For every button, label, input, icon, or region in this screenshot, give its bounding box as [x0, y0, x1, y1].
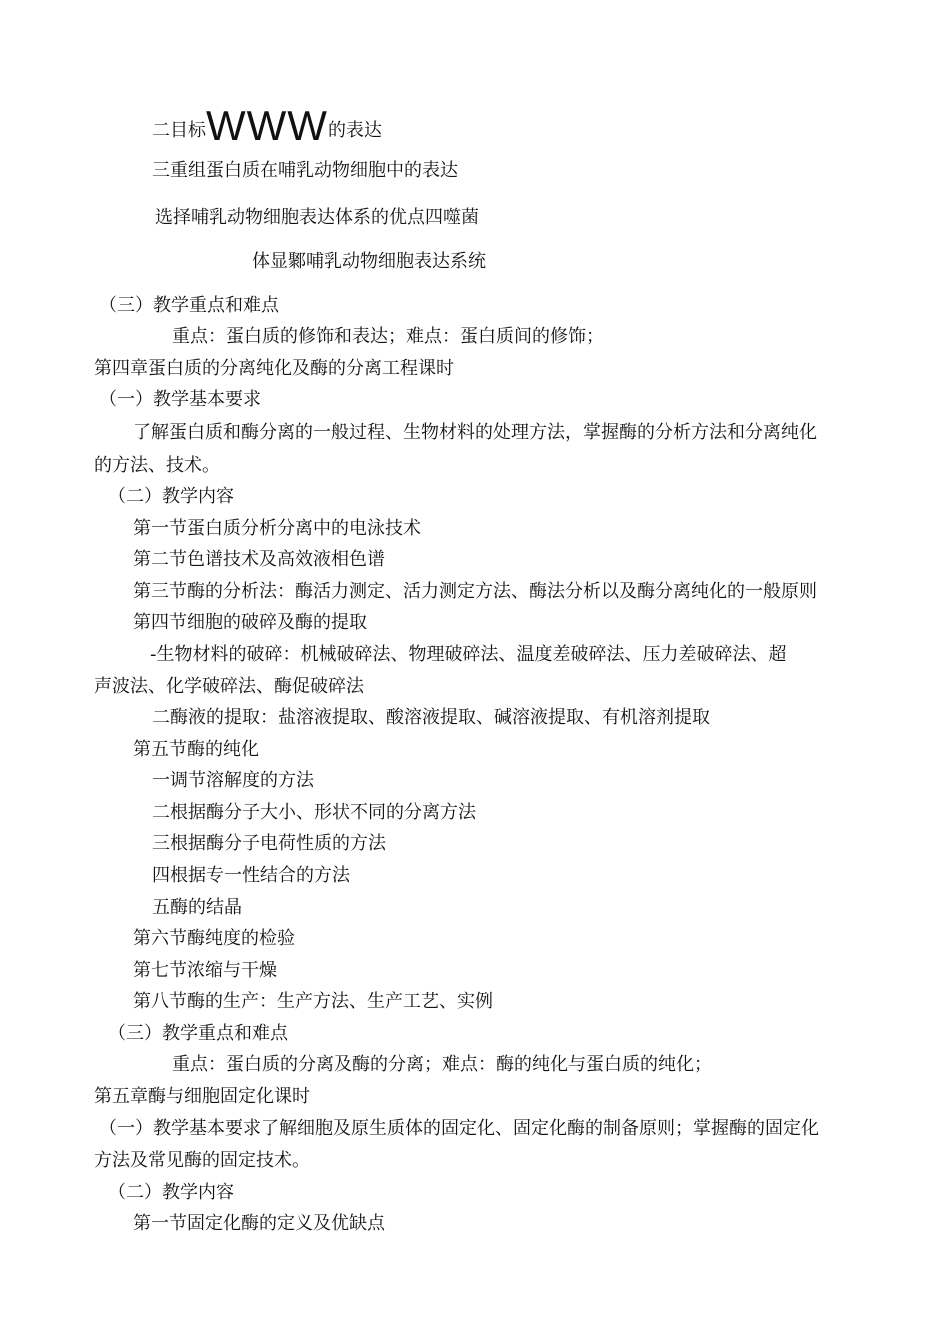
content-item-section-7: 第七节浓缩与干燥 — [133, 960, 277, 981]
content-subitem-solubility: 一调节溶解度的方法 — [152, 770, 314, 791]
requirements-text-2: （一）教学基本要求了解细胞及原生质体的固定化、固定化酶的制备原则；掌握酶的固定化 — [99, 1118, 819, 1139]
content-item-section-6: 第六节酶纯度的检验 — [133, 928, 295, 949]
content-item-section-1: 第一节蛋白质分析分离中的电泳技术 — [133, 518, 421, 539]
content-subitem-crystallization: 五酶的结晶 — [152, 897, 242, 918]
key-points-text-2: 重点：蛋白质的分离及酶的分离；难点：酶的纯化与蛋白质的纯化； — [172, 1054, 712, 1075]
outline-item-target-expression — [152, 102, 382, 149]
content-subitem-affinity: 四根据专一性结合的方法 — [152, 865, 350, 886]
section-heading-requirements: （一）教学基本要求 — [99, 389, 261, 410]
section-heading-key-points-2: （三）教学重点和难点 — [108, 1023, 288, 1044]
content-subitem-charge: 三根据酶分子电荷性质的方法 — [152, 833, 386, 854]
content-item-section-4: 第四节细胞的破碎及酶的提取 — [133, 612, 367, 633]
outline-item-mammalian-advantages: 选择哺乳动物细胞表达体系的优点四噬菌 — [155, 207, 479, 228]
outline-item-mammalian-expression: 三重组蛋白质在哺乳动物细胞中的表达 — [152, 160, 458, 181]
requirements-text: 了解蛋白质和酶分离的一般过程、生物材料的处理方法，掌握酶的分析方法和分离纯化 — [133, 422, 817, 443]
outline-item-prefix: 二目标 — [152, 120, 206, 141]
www-large-text: WWW — [206, 102, 328, 149]
content-item-section-3: 第三节酶的分析法：酶活力测定、活力测定方法、酶法分析以及酶分离纯化的一般原则 — [133, 581, 817, 602]
content-item-section-1-ch5: 第一节固定化酶的定义及优缺点 — [133, 1213, 385, 1234]
content-subitem-disruption: -生物材料的破碎：机械破碎法、物理破碎法、温度差破碎法、压力差破碎法、超 — [150, 644, 787, 665]
content-subitem-size: 二根据酶分子大小、形状不同的分离方法 — [152, 802, 476, 823]
content-item-section-2: 第二节色谱技术及高效液相色谱 — [133, 549, 385, 570]
outline-item-suffix: 的表达 — [327, 120, 382, 141]
content-subitem-extraction: 二酶液的提取：盐溶液提取、酸溶液提取、碱溶液提取、有机溶剂提取 — [152, 707, 710, 728]
section-heading-content: （二）教学内容 — [108, 486, 234, 507]
content-subitem-disruption-continued: 声波法、化学破碎法、酶促破碎法 — [94, 676, 364, 697]
requirements-text-2-continued: 方法及常见酶的固定技术。 — [94, 1150, 310, 1171]
requirements-text-continued: 的方法、技术。 — [94, 455, 220, 476]
section-heading-content-2: （二）教学内容 — [108, 1182, 234, 1203]
content-item-section-5: 第五节酶的纯化 — [133, 739, 259, 760]
content-item-section-8: 第八节酶的生产：生产方法、生产工艺、实例 — [133, 991, 493, 1012]
chapter-heading-5: 第五章酶与细胞固定化课时 — [94, 1086, 310, 1107]
key-points-text: 重点：蛋白质的修饰和表达；难点：蛋白质间的修饰； — [172, 326, 604, 347]
outline-item-phage-system: 体显鄹哺乳动物细胞表达系统 — [252, 251, 486, 272]
chapter-heading-4: 第四章蛋白质的分离纯化及酶的分离工程课时 — [94, 358, 454, 379]
section-heading-key-points: （三）教学重点和难点 — [99, 295, 279, 316]
